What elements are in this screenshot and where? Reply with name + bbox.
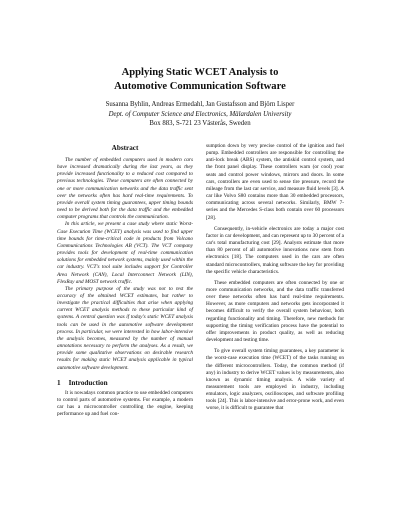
- right-column: [206, 143, 344, 413]
- title-line-2: Automotive Communication Software: [114, 80, 286, 92]
- abstract-paragraph: The primary purpose of the study was not to test the accuracy of the obtained WCET estimates, but rather to investigate the practical difficulties that arise when applying current WCET analysis methods to these particular kind of systems. A central question was if today's static WCET analysis tools can be used in the automotive software development process. In particular, we were interested in how labor-intensive the analysis becomes, measured by the number of manual annotations necessary to perform the analyses. As a result, we provide some qualitative observations on desirable research results for making static WCET analysis applicable in typical automotive software development.: [57, 285, 193, 371]
- body-paragraph: Consequently, in-vehicle electronics are today a major cost factor in car development, and can represent up to 30 percent of a car's total manufacturing cost [29]. Analysts estimate that more than 80 percent of all automotive innovations now stem from electronics [18]. The computers used in the cars are often standard microcontrollers, making software the key for providing the specific vehicle characteristics.: [206, 225, 344, 275]
- section-number: 1: [57, 378, 61, 387]
- body-paragraph: To give overall system timing guarantees, a key parameter is the worst-case execution time (WCET) of the tasks running on the different microcontrollers. Today, the common method (if any) in industry to derive WCET values is by measurements, also known as dynamic timing analysis. A wide variety of measurement tools are employed in industry, including emulators, logic analyzers, oscilloscopes, and software profiling tools [24]. This is labor-intensive and error-prone work, and even worse, it is difficult to guarantee that: [206, 348, 344, 412]
- abstract-heading: Abstract: [111, 144, 139, 152]
- body-paragraph: It is nowadays common practice to use embedded computers to control parts of automotive systems. For example, a modern car has a microcontroller controlling the engine, keeping performance up and fuel con-: [57, 389, 193, 418]
- title-line-1: Applying Static WCET Analysis to: [121, 67, 279, 78]
- body-paragraph: These embedded computers are often connected by one or more communication networks, and the data traffic transferred over these networks often has hard real-time requirements. However, as more computers and networks gets incorporated it becomes difficult to verify the overall system behaviour, both regarding functionality and timing. Therefore, new methods for supporting the timing verification process have the potential to offer improvements in product quality, as well as reducing development and testing time.: [206, 279, 344, 344]
- affiliation: Dept. of Computer Science and Electronics, Mälardalen University: [108, 111, 292, 118]
- abstract-paragraph: In this article, we present a case study where static Worst-Case Execution Time (WCET) analysis was used to find upper time bounds for time-critical code in products from Volcano Communications Technologies AB (VCT). The VCT company provides tools for development of real-time communication solutions for embedded network systems, mainly used within the car industry. VCT's tool suite includes support for Controller Area Network (CAN), Local Interconnect Network (LIN), FlexRay and MOST network traffic.: [57, 221, 193, 285]
- body-paragraph: sumption down by very precise control of the ignition and fuel pump. Embedded controllers are responsible for controlling the anti-lock break (ABS) system, the antiskid control system, and the front panel display. These controllers warn (or cool) your seats and control power windows, mirrors and doors. In some cars, controllers are even used to sense tire pressure, record the mileage from the last car service, and measure fluid levels [3]. A car like Volvo S80 contains more than 30 embedded processors, communicating across several networks. Similarly, BMW 7-series and the Mercedes S-class both contain over 60 processors [28].: [206, 143, 344, 221]
- author-list: Susanna Byhlin, Andreas Ermedahl, Jan Gustafsson and Björn Lisper: [105, 101, 295, 108]
- left-column: [57, 143, 193, 418]
- address: Box 883, S-721 23 Västerås, Sweden: [149, 120, 251, 127]
- abstract-paragraph: The number of embedded computers used in modern cars have increased dramatically during the last years, as they provide increased functionality to a reduced cost compared to previous technologies. These computers are often connected by one or more communication networks and the data traffic sent over the networks often has hard real-time requirements. To provide overall system timing guarantees, upper timing bounds need to be derived both for the data traffic and the embedded computer programs that controls the communication.: [57, 157, 193, 221]
- section-heading: [57, 378, 193, 388]
- paper-title: [0, 66, 400, 93]
- section-title: Introduction: [68, 378, 108, 387]
